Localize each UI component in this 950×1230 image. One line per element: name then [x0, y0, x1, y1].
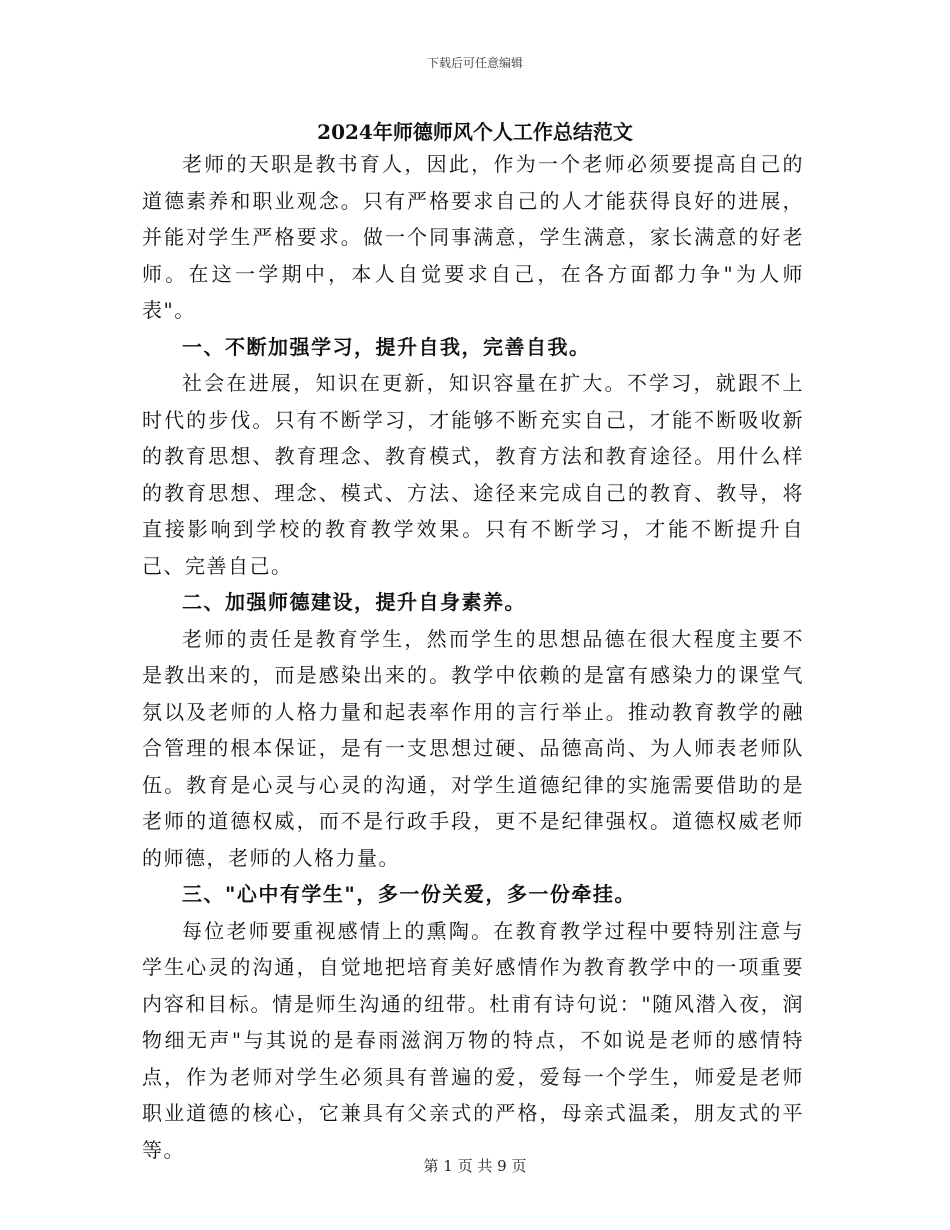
section-heading-2: 二、加强师德建设，提升自身素养。 [182, 590, 526, 614]
section-heading-3: 三、"心中有学生"，多一份关爱，多一份牵挂。 [182, 882, 636, 906]
document-title: 2024年师德师风个人工作总结范文 [317, 120, 633, 144]
section-heading-1: 一、不断加强学习，提升自我，完善自我。 [182, 334, 591, 359]
intro-paragraph: 老师的天职是教书育人，因此，作为一个老师必须要提高自己的道德素养和职业观念。只有严格要求自己的人才能获得良好的进展，并能对学生严格要求。做一个同事满意，学生满意，家长满意的好老师。在这一学期中，本人自觉要求自己，在各方面都力争"为人师表"。 [142, 152, 804, 322]
section-paragraph-1: 社会在进展，知识在更新，知识容量在扩大。不学习，就跟不上时代的步伐。只有不断学习，才能够不断充实自己，才能不断吸收新的教育思想、教育理念、教育模式，教育方法和教育途径。用什么样的教育思想、理念、模式、方法、途径来完成自己的教育、教导，将直接影响到学校的教育教学效果。只有不断学习，才能不断提升自己、完善自己。 [142, 371, 804, 578]
header-note: 下载后可任意编辑 [426, 56, 523, 70]
section-paragraph-2: 老师的责任是教育学生，然而学生的思想品德在很大程度主要不是教出来的，而是感染出来的。教学中依赖的是富有感染力的课堂气氛以及老师的人格力量和起表率作用的言行举止。推动教育教学的融合管理的根本保证，是有一支思想过硬、品德高尚、为人师表老师队伍。教育是心灵与心灵的沟通，对学生道德纪律的实施需要借助的是老师的道德权威，而不是行政手段，更不是纪律强权。道德权威老师的师德，老师的人格力量。 [142, 626, 804, 870]
section-paragraph-3: 每位老师要重视感情上的熏陶。在教育教学过程中要特别注意与学生心灵的沟通，自觉地把培育美好感情作为教育教学中的一项重要内容和目标。情是师生沟通的纽带。杜甫有诗句说："随风潜入夜，润物细无声"与其说的是春雨滋润万物的特点，不如说是老师的感情特点，作为老师对学生必须具有普遍的爱，爱每一个学生，师爱是老师职业道德的核心，它兼具有父亲式的严格，母亲式温柔，朋友式的平等。 [142, 918, 804, 1162]
page-number-footer: 第 1 页 共 9 页 [423, 1157, 527, 1175]
document-body [142, 146, 804, 1168]
